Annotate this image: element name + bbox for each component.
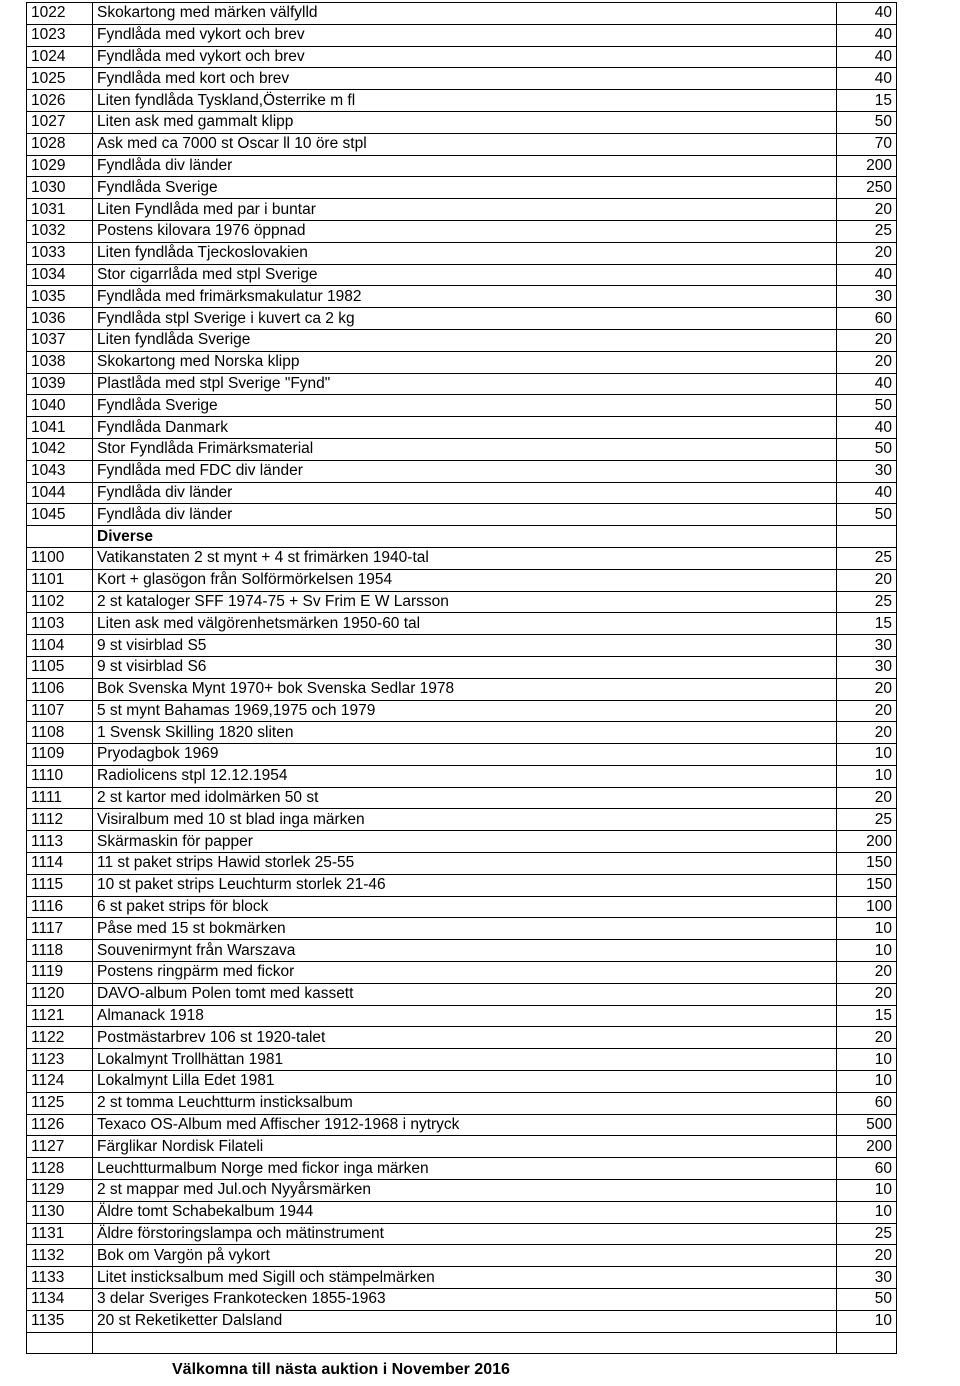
table-row xyxy=(27,68,897,90)
lot-description: 2 st kataloger SFF 1974-75 + Sv Frim E W Larsson xyxy=(93,591,837,613)
table-row xyxy=(27,24,897,46)
lot-number: 1024 xyxy=(27,46,93,68)
table-row xyxy=(27,1136,897,1158)
table-row xyxy=(27,787,897,809)
lot-price: 30 xyxy=(837,286,897,308)
lot-description: Leuchtturmalbum Norge med fickor inga märken xyxy=(93,1158,837,1180)
lot-price: 40 xyxy=(837,46,897,68)
lot-description: Liten fyndlåda Tjeckoslovakien xyxy=(93,242,837,264)
lot-number: 1038 xyxy=(27,351,93,373)
lot-price: 40 xyxy=(837,24,897,46)
lot-number: 1126 xyxy=(27,1114,93,1136)
lot-price: 25 xyxy=(837,547,897,569)
lot-description: Plastlåda med stpl Sverige "Fynd" xyxy=(93,373,837,395)
table-row xyxy=(27,765,897,787)
table-row xyxy=(27,155,897,177)
lot-description: Påse med 15 st bokmärken xyxy=(93,918,837,940)
table-row xyxy=(27,874,897,896)
table-row xyxy=(27,460,897,482)
lot-number: 1106 xyxy=(27,678,93,700)
table-row xyxy=(27,1027,897,1049)
lot-number: 1039 xyxy=(27,373,93,395)
lot-price: 60 xyxy=(837,308,897,330)
table-row xyxy=(27,962,897,984)
lot-price: 10 xyxy=(837,765,897,787)
lot-number: 1121 xyxy=(27,1005,93,1027)
lot-description: Ask med ca 7000 st Oscar ll 10 öre stpl xyxy=(93,133,837,155)
table-row xyxy=(27,373,897,395)
lot-description: Vatikanstaten 2 st mynt + 4 st frimärken 1940-tal xyxy=(93,547,837,569)
table-row xyxy=(27,983,897,1005)
lot-price: 15 xyxy=(837,613,897,635)
table-row xyxy=(27,1245,897,1267)
lot-number: 1025 xyxy=(27,68,93,90)
lot-description: 10 st paket strips Leuchturm storlek 21-46 xyxy=(93,874,837,896)
table-row xyxy=(27,199,897,221)
lot-number: 1028 xyxy=(27,133,93,155)
table-row xyxy=(27,3,897,25)
lot-price: 40 xyxy=(837,264,897,286)
table-row xyxy=(27,591,897,613)
lot-description: Visiralbum med 10 st blad inga märken xyxy=(93,809,837,831)
lot-description: 9 st visirblad S5 xyxy=(93,635,837,657)
lot-number: 1029 xyxy=(27,155,93,177)
table-row xyxy=(27,1049,897,1071)
table-row xyxy=(27,700,897,722)
lot-description: Fyndlåda Sverige xyxy=(93,395,837,417)
table-row xyxy=(27,722,897,744)
lot-description: Liten ask med välgörenhetsmärken 1950-60 tal xyxy=(93,613,837,635)
lot-description: Pryodagbok 1969 xyxy=(93,744,837,766)
lot-description: Liten fyndlåda Tyskland,Österrike m fl xyxy=(93,90,837,112)
lot-price: 50 xyxy=(837,438,897,460)
lot-description: Bok om Vargön på vykort xyxy=(93,1245,837,1267)
lot-description: Fyndlåda med kort och brev xyxy=(93,68,837,90)
lot-price: 150 xyxy=(837,874,897,896)
lot-number xyxy=(27,1332,93,1354)
table-row xyxy=(27,1005,897,1027)
lot-number: 1112 xyxy=(27,809,93,831)
table-row xyxy=(27,351,897,373)
lot-price: 40 xyxy=(837,3,897,25)
lot-number: 1037 xyxy=(27,329,93,351)
lot-description: 2 st mappar med Jul.och Nyyårsmärken xyxy=(93,1180,837,1202)
lot-description: Lokalmynt Lilla Edet 1981 xyxy=(93,1071,837,1093)
lot-price: 500 xyxy=(837,1114,897,1136)
lot-price: 200 xyxy=(837,155,897,177)
table-row xyxy=(27,482,897,504)
lot-description: Postens ringpärm med fickor xyxy=(93,962,837,984)
lot-price: 40 xyxy=(837,68,897,90)
lot-number: 1026 xyxy=(27,90,93,112)
lot-description: Liten Fyndlåda med par i buntar xyxy=(93,199,837,221)
lot-description: 2 st tomma Leuchtturm insticksalbum xyxy=(93,1092,837,1114)
lot-number: 1104 xyxy=(27,635,93,657)
lot-number: 1035 xyxy=(27,286,93,308)
lot-price: 10 xyxy=(837,1049,897,1071)
lot-price: 200 xyxy=(837,1136,897,1158)
lot-number: 1107 xyxy=(27,700,93,722)
table-row xyxy=(27,395,897,417)
table-row xyxy=(27,286,897,308)
table-body xyxy=(27,3,897,1354)
lot-description: Fyndlåda Sverige xyxy=(93,177,837,199)
lot-number: 1036 xyxy=(27,308,93,330)
lot-price xyxy=(837,1332,897,1354)
lot-number: 1109 xyxy=(27,744,93,766)
lot-price: 50 xyxy=(837,504,897,526)
lot-description: Skokartong med märken välfylld xyxy=(93,3,837,25)
lot-number: 1044 xyxy=(27,482,93,504)
table-row xyxy=(27,133,897,155)
lot-price: 50 xyxy=(837,111,897,133)
lot-number: 1030 xyxy=(27,177,93,199)
lot-description: Liten fyndlåda Sverige xyxy=(93,329,837,351)
lot-price: 50 xyxy=(837,1289,897,1311)
lot-description: 5 st mynt Bahamas 1969,1975 och 1979 xyxy=(93,700,837,722)
section-header-row xyxy=(27,526,897,548)
lot-price: 70 xyxy=(837,133,897,155)
table-row xyxy=(27,613,897,635)
lot-price: 30 xyxy=(837,460,897,482)
lot-price: 20 xyxy=(837,569,897,591)
lot-description: Fyndlåda div länder xyxy=(93,504,837,526)
lot-description: 6 st paket strips för block xyxy=(93,896,837,918)
table-row xyxy=(27,46,897,68)
lot-number: 1130 xyxy=(27,1201,93,1223)
lot-price: 20 xyxy=(837,1245,897,1267)
lot-price: 15 xyxy=(837,90,897,112)
table-row xyxy=(27,242,897,264)
table-row xyxy=(27,504,897,526)
lot-number: 1110 xyxy=(27,765,93,787)
lot-number: 1129 xyxy=(27,1180,93,1202)
lot-number: 1127 xyxy=(27,1136,93,1158)
lot-price: 10 xyxy=(837,940,897,962)
table-row xyxy=(27,1332,897,1354)
footer-message: Välkomna till nästa auktion i November 2016 xyxy=(172,1361,510,1378)
lot-price: 250 xyxy=(837,177,897,199)
lot-description: Litet insticksalbum med Sigill och stämpelmärken xyxy=(93,1267,837,1289)
lot-price: 25 xyxy=(837,220,897,242)
lot-description: Kort + glasögon från Solförmörkelsen 1954 xyxy=(93,569,837,591)
lot-number: 1120 xyxy=(27,983,93,1005)
lot-price xyxy=(837,526,897,548)
lot-price: 20 xyxy=(837,242,897,264)
lot-price: 50 xyxy=(837,395,897,417)
lot-description: Postmästarbrev 106 st 1920-talet xyxy=(93,1027,837,1049)
lot-price: 20 xyxy=(837,199,897,221)
lot-number: 1117 xyxy=(27,918,93,940)
lot-number: 1101 xyxy=(27,569,93,591)
table-row xyxy=(27,1158,897,1180)
lot-price: 30 xyxy=(837,656,897,678)
lot-description: Färglikar Nordisk Filateli xyxy=(93,1136,837,1158)
table-row xyxy=(27,438,897,460)
lot-number: 1113 xyxy=(27,831,93,853)
lot-price: 20 xyxy=(837,678,897,700)
lot-number: 1105 xyxy=(27,656,93,678)
lot-number: 1114 xyxy=(27,853,93,875)
lot-description: Fyndlåda med frimärksmakulatur 1982 xyxy=(93,286,837,308)
table-row xyxy=(27,1201,897,1223)
lot-price: 20 xyxy=(837,962,897,984)
table-row xyxy=(27,853,897,875)
table-row xyxy=(27,831,897,853)
lot-description: Fyndlåda med vykort och brev xyxy=(93,46,837,68)
lot-description xyxy=(93,1332,837,1354)
lot-number: 1041 xyxy=(27,417,93,439)
lot-price: 20 xyxy=(837,700,897,722)
table-row xyxy=(27,308,897,330)
lot-description: 20 st Reketiketter Dalsland xyxy=(93,1310,837,1332)
lot-price: 20 xyxy=(837,983,897,1005)
lot-description: 9 st visirblad S6 xyxy=(93,656,837,678)
lot-number: 1133 xyxy=(27,1267,93,1289)
lot-price: 25 xyxy=(837,591,897,613)
lot-price: 10 xyxy=(837,1310,897,1332)
lot-number: 1100 xyxy=(27,547,93,569)
lot-description: Bok Svenska Mynt 1970+ bok Svenska Sedlar 1978 xyxy=(93,678,837,700)
lot-number: 1119 xyxy=(27,962,93,984)
lot-price: 10 xyxy=(837,1201,897,1223)
lot-number: 1034 xyxy=(27,264,93,286)
lot-number: 1045 xyxy=(27,504,93,526)
table-row xyxy=(27,1180,897,1202)
lot-price: 25 xyxy=(837,809,897,831)
lot-price: 40 xyxy=(837,417,897,439)
lot-description: DAVO-album Polen tomt med kassett xyxy=(93,983,837,1005)
lot-description: Fyndlåda med FDC div länder xyxy=(93,460,837,482)
lot-price: 60 xyxy=(837,1092,897,1114)
lot-price: 100 xyxy=(837,896,897,918)
lot-number: 1118 xyxy=(27,940,93,962)
lot-number: 1108 xyxy=(27,722,93,744)
lot-number: 1128 xyxy=(27,1158,93,1180)
lot-number: 1043 xyxy=(27,460,93,482)
lot-description: Postens kilovara 1976 öppnad xyxy=(93,220,837,242)
table-row xyxy=(27,90,897,112)
lot-price: 10 xyxy=(837,1180,897,1202)
table-row xyxy=(27,569,897,591)
lot-number: 1125 xyxy=(27,1092,93,1114)
lot-number: 1102 xyxy=(27,591,93,613)
lot-description: Diverse xyxy=(93,526,837,548)
lot-number: 1040 xyxy=(27,395,93,417)
lot-price: 10 xyxy=(837,744,897,766)
lot-price: 60 xyxy=(837,1158,897,1180)
lot-price: 10 xyxy=(837,1071,897,1093)
table-row xyxy=(27,678,897,700)
lot-description: Stor cigarrlåda med stpl Sverige xyxy=(93,264,837,286)
lot-description: Fyndlåda Danmark xyxy=(93,417,837,439)
lot-description: Fyndlåda div länder xyxy=(93,155,837,177)
lot-number: 1123 xyxy=(27,1049,93,1071)
lot-description: 2 st kartor med idolmärken 50 st xyxy=(93,787,837,809)
lot-number: 1111 xyxy=(27,787,93,809)
lot-number xyxy=(27,526,93,548)
table-row xyxy=(27,1310,897,1332)
table-row xyxy=(27,1071,897,1093)
table-row xyxy=(27,1114,897,1136)
lot-price: 20 xyxy=(837,722,897,744)
lot-number: 1135 xyxy=(27,1310,93,1332)
lot-number: 1031 xyxy=(27,199,93,221)
table-row xyxy=(27,656,897,678)
lot-description: Fyndlåda div länder xyxy=(93,482,837,504)
lot-number: 1131 xyxy=(27,1223,93,1245)
lot-description: Radiolicens stpl 12.12.1954 xyxy=(93,765,837,787)
lot-number: 1033 xyxy=(27,242,93,264)
lot-number: 1116 xyxy=(27,896,93,918)
lot-description: Lokalmynt Trollhättan 1981 xyxy=(93,1049,837,1071)
table-row xyxy=(27,940,897,962)
lot-number: 1023 xyxy=(27,24,93,46)
lot-price: 40 xyxy=(837,482,897,504)
lot-description: Texaco OS-Album med Affischer 1912-1968 i nytryck xyxy=(93,1114,837,1136)
auction-lot-table xyxy=(26,2,897,1354)
lot-price: 20 xyxy=(837,351,897,373)
lot-description: 3 delar Sveriges Frankotecken 1855-1963 xyxy=(93,1289,837,1311)
lot-number: 1132 xyxy=(27,1245,93,1267)
lot-description: Äldre förstoringslampa och mätinstrument xyxy=(93,1223,837,1245)
table-row xyxy=(27,1289,897,1311)
table-row xyxy=(27,1092,897,1114)
lot-description: Äldre tomt Schabekalbum 1944 xyxy=(93,1201,837,1223)
table-row xyxy=(27,744,897,766)
lot-description: Souvenirmynt från Warszava xyxy=(93,940,837,962)
lot-number: 1134 xyxy=(27,1289,93,1311)
table-row xyxy=(27,918,897,940)
lot-description: 11 st paket strips Hawid storlek 25-55 xyxy=(93,853,837,875)
lot-description: Liten ask med gammalt klipp xyxy=(93,111,837,133)
lot-description: Almanack 1918 xyxy=(93,1005,837,1027)
table-row xyxy=(27,635,897,657)
lot-number: 1103 xyxy=(27,613,93,635)
lot-number: 1042 xyxy=(27,438,93,460)
lot-price: 20 xyxy=(837,1027,897,1049)
lot-price: 30 xyxy=(837,635,897,657)
lot-price: 200 xyxy=(837,831,897,853)
lot-description: Skärmaskin för papper xyxy=(93,831,837,853)
lot-price: 20 xyxy=(837,787,897,809)
lot-description: Stor Fyndlåda Frimärksmaterial xyxy=(93,438,837,460)
table-row xyxy=(27,896,897,918)
lot-number: 1115 xyxy=(27,874,93,896)
lot-price: 10 xyxy=(837,918,897,940)
lot-price: 40 xyxy=(837,373,897,395)
table-row xyxy=(27,329,897,351)
table-row xyxy=(27,177,897,199)
lot-description: Skokartong med Norska klipp xyxy=(93,351,837,373)
lot-price: 15 xyxy=(837,1005,897,1027)
lot-number: 1124 xyxy=(27,1071,93,1093)
table-row xyxy=(27,547,897,569)
table-row xyxy=(27,1267,897,1289)
table-row xyxy=(27,264,897,286)
lot-number: 1022 xyxy=(27,3,93,25)
table-row xyxy=(27,417,897,439)
lot-price: 25 xyxy=(837,1223,897,1245)
table-row xyxy=(27,111,897,133)
lot-price: 150 xyxy=(837,853,897,875)
lot-price: 30 xyxy=(837,1267,897,1289)
table-row xyxy=(27,1223,897,1245)
lot-description: Fyndlåda stpl Sverige i kuvert ca 2 kg xyxy=(93,308,837,330)
lot-number: 1027 xyxy=(27,111,93,133)
lot-description: Fyndlåda med vykort och brev xyxy=(93,24,837,46)
lot-description: 1 Svensk Skilling 1820 sliten xyxy=(93,722,837,744)
lot-price: 20 xyxy=(837,329,897,351)
lot-number: 1122 xyxy=(27,1027,93,1049)
table-row xyxy=(27,220,897,242)
lot-number: 1032 xyxy=(27,220,93,242)
table-row xyxy=(27,809,897,831)
